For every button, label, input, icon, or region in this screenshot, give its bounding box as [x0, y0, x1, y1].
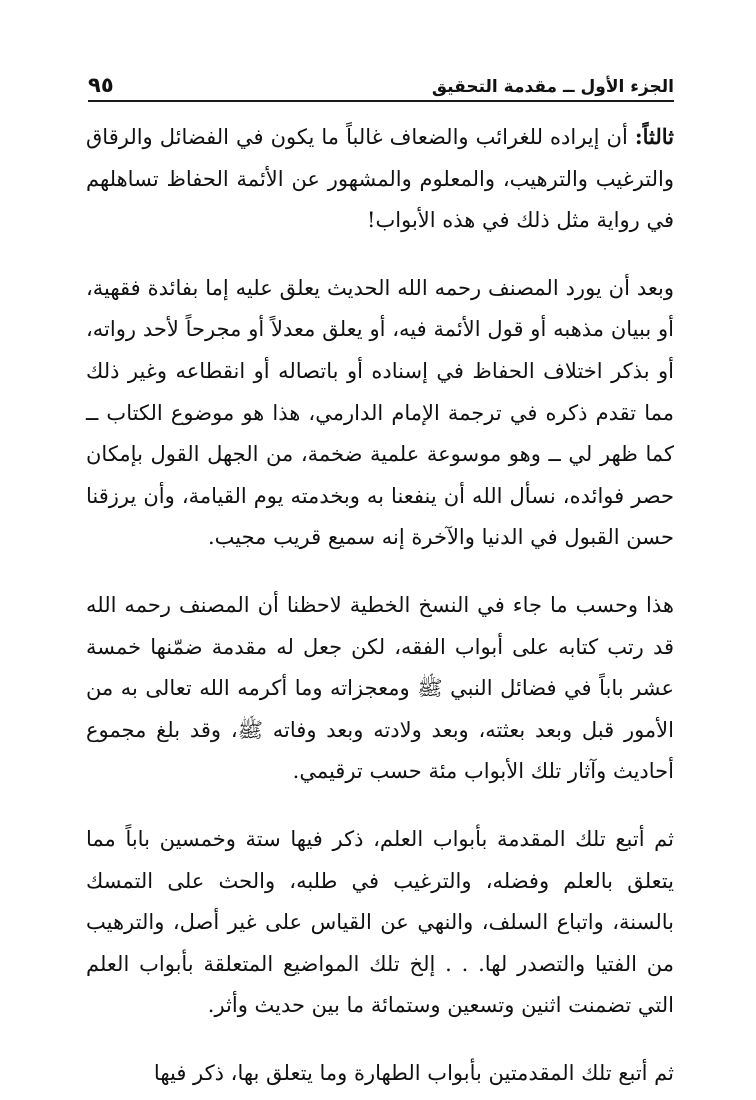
paragraph-4: ثم أتبع تلك المقدمة بأبواب العلم، ذكر فيها ستة وخمسين باباً مما يتعلق بالعلم وفضله، والترغيب في طلبه، والحث على التمسك بالسنة، واتباع السلف، والنهي عن القياس على غير أصل، والترهيب من الفتيا والتصدر لها. . . إلخ تلك المواضيع المتعلقة بأبواب العلم التي تضمنت اثنين وتسعين وستمائة ما بين حديث وأثر.: [86, 826, 674, 1018]
paragraph-text: أن إيراده للغرائب والضعاف غالباً ما يكون في الفضائل والرقاق والترغيب والترهيب، والمعلوم والمشهور عن الأئمة الحفاظ تساهلهم في رواية مثل ذلك في هذه الأبواب!: [86, 125, 674, 233]
running-header: [88, 66, 674, 102]
paragraph-5: ثم أتبع تلك المقدمتين بأبواب الطهارة وما يتعلق بها، ذكر فيها: [153, 1060, 674, 1085]
page-number: ٩٥: [88, 73, 114, 97]
paragraph-lead: ثالثاً:: [634, 124, 674, 149]
paragraph-3: هذا وحسب ما جاء في النسخ الخطية لاحظنا أن المصنف رحمه الله قد رتب كتابه على أبواب الفقه، لكن جعل له مقدمة ضمّنها خمسة عشر باباً في فضائل النبي ﷺ ومعجزاته وما أكرمه الله تعالى به من الأمور قبل وبعد بعثته، وبعد ولادته وبعد وفاته ﷺ، وقد بلغ مجموع أحاديث وآثار تلك الأبواب مئة حسب ترقيمي.: [86, 592, 674, 784]
body-text: [86, 116, 674, 1094]
paragraph-1: [86, 116, 674, 242]
paragraph-2: وبعد أن يورد المصنف رحمه الله الحديث يعلق عليه إما بفائدة فقهية، أو ببيان مذهبه أو قول الأئمة فيه، أو يعلق معدلاً أو مجرحاً لأحد رواته، أو بذكر اختلاف الحفاظ في إسناده أو باتصاله أو انقطاعه وغير ذلك مما تقدم ذكره في ترجمة الإمام الدارمي، هذا هو موضوع الكتاب ــ كما ظهر لي ــ وهو موسوعة علمية ضخمة، من الجهل القول بإمكان حصر فوائده، نسأل الله أن ينفعنا به وبخدمته يوم القيامة، وأن يرزقنا حسن القبول في الدنيا والآخرة إنه سميع قريب مجيب.: [86, 275, 674, 550]
running-title: الجزء الأول ــ مقدمة التحقيق: [431, 77, 674, 97]
